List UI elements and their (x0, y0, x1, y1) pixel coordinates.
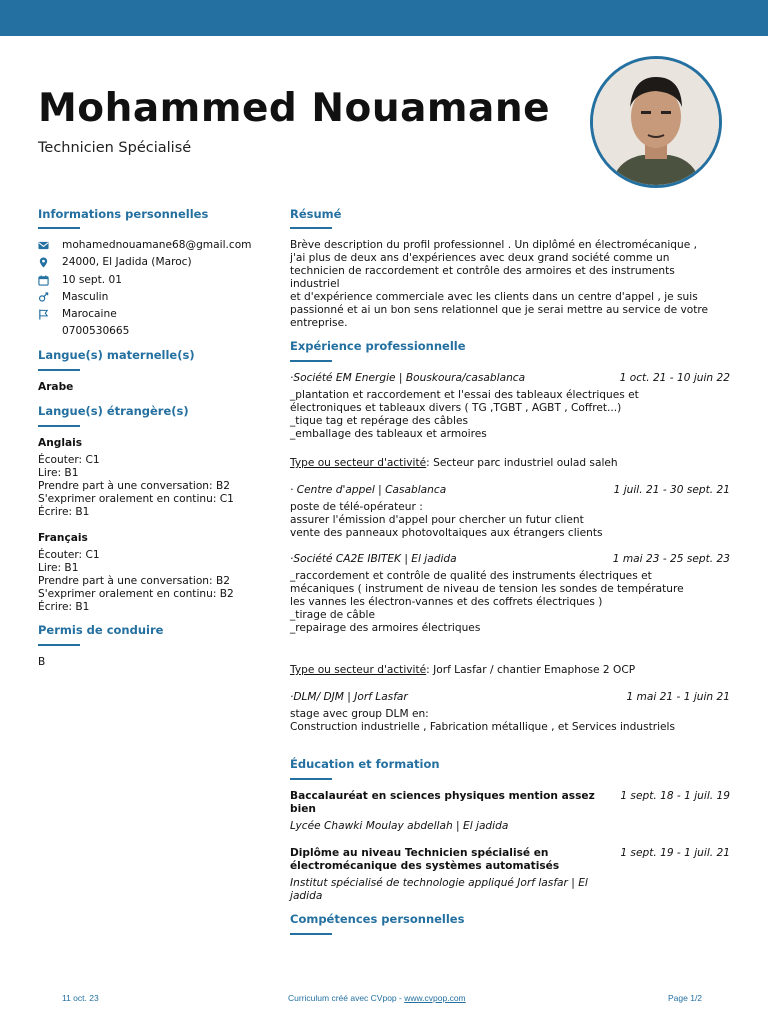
job-company: ·Société CA2E IBITEK | El jadida (290, 553, 457, 565)
job-dates: 1 juil. 21 - 30 sept. 21 (613, 484, 730, 496)
job-description-line: _emballage des tableaux et armoires (290, 428, 487, 440)
sector-value: : Jorf Lasfar / chantier Emaphose 2 OCP (426, 664, 636, 676)
education-title-line: Diplôme au niveau Technicien spécialisé en (290, 847, 549, 859)
language-skill-line: Lire: B1 (38, 467, 79, 479)
section-rule (38, 425, 80, 427)
language-skill-line: Prendre part à une conversation: B2 (38, 480, 230, 492)
summary-line: passionné et ai un bon sens relationnel que je serai mettre au service de votre (290, 304, 709, 316)
education-title-line: électromécanique des systèmes automatisés (290, 860, 560, 872)
sector-value: : Secteur parc industriel oulad saleh (426, 457, 618, 469)
footer-credit (288, 993, 466, 1003)
language-skill-line: Lire: B1 (38, 562, 79, 574)
location-pin-icon (38, 257, 49, 268)
candidate-name: Mohammed Nouamane (38, 86, 551, 131)
footer-date: 11 oct. 23 (62, 993, 99, 1003)
footer-page-number: Page 1/2 (668, 993, 703, 1003)
job-description-line: _tique tag et repérage des câbles (290, 415, 468, 427)
calendar-icon (38, 275, 49, 286)
section-rule (38, 227, 80, 229)
job-company: ·Société EM Energie | Bouskoura/casablanca (290, 372, 526, 384)
language-skill-line: Écrire: B1 (38, 601, 90, 613)
skills-heading: Compétences personnelles (290, 912, 465, 926)
section-rule (38, 644, 80, 646)
education-title-line: Baccalauréat en sciences physiques mention assez (290, 790, 595, 802)
section-rule (290, 227, 332, 229)
job-dates: 1 mai 21 - 1 juin 21 (626, 691, 730, 703)
job-description-line: assurer l'émission d'appel pour chercher un futur client (290, 514, 584, 526)
language-skill-line: Écouter: C1 (38, 454, 100, 466)
mother-tongue-heading: Langue(s) maternelle(s) (38, 348, 195, 362)
foreign-languages-heading: Langue(s) étrangère(s) (38, 404, 189, 418)
summary-line: technicien de raccordement et contrôle des armoires et des instruments (290, 265, 675, 277)
address-text: 24000, El Jadida (Maroc) (62, 256, 192, 268)
education-dates: 1 sept. 19 - 1 juil. 21 (620, 847, 730, 859)
job-description-line: _raccordement et contrôle de qualité des instruments électriques et (290, 570, 652, 582)
summary-line: entreprise. (290, 317, 348, 329)
summary-heading: Résumé (290, 207, 342, 221)
birthdate-text: 10 sept. 01 (62, 274, 122, 286)
language-skill-line: Écouter: C1 (38, 549, 100, 561)
nationality-text: Marocaine (62, 308, 117, 320)
driving-license-value: B (38, 656, 46, 668)
job-description-line: vente des panneaux photovoltaiques aux étrangers clients (290, 527, 603, 539)
personal-info-heading: Informations personnelles (38, 207, 209, 221)
section-rule (38, 369, 80, 371)
driving-license-heading: Permis de conduire (38, 623, 164, 637)
mother-tongue-value: Arabe (38, 381, 74, 393)
section-rule (290, 933, 332, 935)
job-sector (290, 664, 635, 677)
cvpop-link[interactable]: www.cvpop.com (404, 993, 466, 1003)
gender-icon (38, 292, 49, 303)
profile-photo (590, 56, 722, 188)
section-rule (290, 778, 332, 780)
language-skill-line: Écrire: B1 (38, 506, 90, 518)
gender-text: Masculin (62, 291, 109, 303)
education-title-line: bien (290, 803, 316, 815)
job-description-line: _repairage des armoires électriques (290, 622, 481, 634)
job-description-line: _tirage de câble (290, 609, 375, 621)
job-description-line: électroniques et tableaux divers ( TG ,TGBT , AGBT , Coffret...) (290, 402, 622, 414)
job-description-line: mécaniques ( instrument de niveau de tension les sondes de température (290, 583, 684, 595)
education-dates: 1 sept. 18 - 1 juil. 19 (620, 790, 730, 802)
education-school-line: Lycée Chawki Moulay abdellah | El jadida (290, 820, 509, 832)
education-school-line: Institut spécialisé de technologie appliqué Jorf lasfar | El (290, 877, 588, 889)
job-description-line: stage avec group DLM en: (290, 708, 429, 720)
phone-text: 0700530665 (62, 325, 130, 337)
footer-credit-text: Curriculum créé avec CVpop - (288, 993, 405, 1003)
summary-line: industriel (290, 278, 340, 290)
language-skill-line: S'exprimer oralement en continu: C1 (38, 493, 234, 505)
job-title: Technicien Spécialisé (38, 140, 192, 156)
sector-label: Type ou secteur d'activité (290, 664, 427, 676)
summary-line: et d'expérience commerciale avec les clients dans un centre d'appel , je suis (290, 291, 698, 303)
language-skill-line: S'exprimer oralement en continu: B2 (38, 588, 234, 600)
email-icon (38, 240, 49, 251)
language-name: Français (38, 532, 88, 544)
job-company: ·DLM/ DJM | Jorf Lasfar (290, 691, 408, 703)
summary-line: j'ai plus de deux ans d'expériences avec deux grand société comme un (290, 252, 670, 264)
language-skill-line: Prendre part à une conversation: B2 (38, 575, 230, 587)
summary-line: Brève description du profil professionnel . Un diplômé en électromécanique , (290, 239, 698, 251)
job-description-line: Construction industrielle , Fabrication métallique , et Services industriels (290, 721, 676, 733)
language-name: Anglais (38, 437, 83, 449)
flag-icon (38, 309, 49, 320)
top-accent-bar (0, 0, 768, 36)
job-dates: 1 oct. 21 - 10 juin 22 (619, 372, 730, 384)
job-description-line: les vannes les électron-vannes et des coffrets électriques ) (290, 596, 603, 608)
experience-heading: Expérience professionnelle (290, 339, 466, 353)
job-dates: 1 mai 23 - 25 sept. 23 (612, 553, 730, 565)
portrait-illustration (593, 59, 719, 185)
sector-label: Type ou secteur d'activité (290, 457, 427, 469)
email-text[interactable]: mohamednouamane68@gmail.com (62, 239, 252, 251)
job-description-line: _plantation et raccordement et l'essai des tableaux électriques et (290, 389, 639, 401)
job-company: · Centre d'appel | Casablanca (290, 484, 447, 496)
section-rule (290, 360, 332, 362)
education-heading: Éducation et formation (290, 757, 440, 771)
job-description-line: poste de télé-opérateur : (290, 501, 423, 513)
education-school-line: jadida (290, 890, 323, 902)
job-sector (290, 457, 618, 470)
